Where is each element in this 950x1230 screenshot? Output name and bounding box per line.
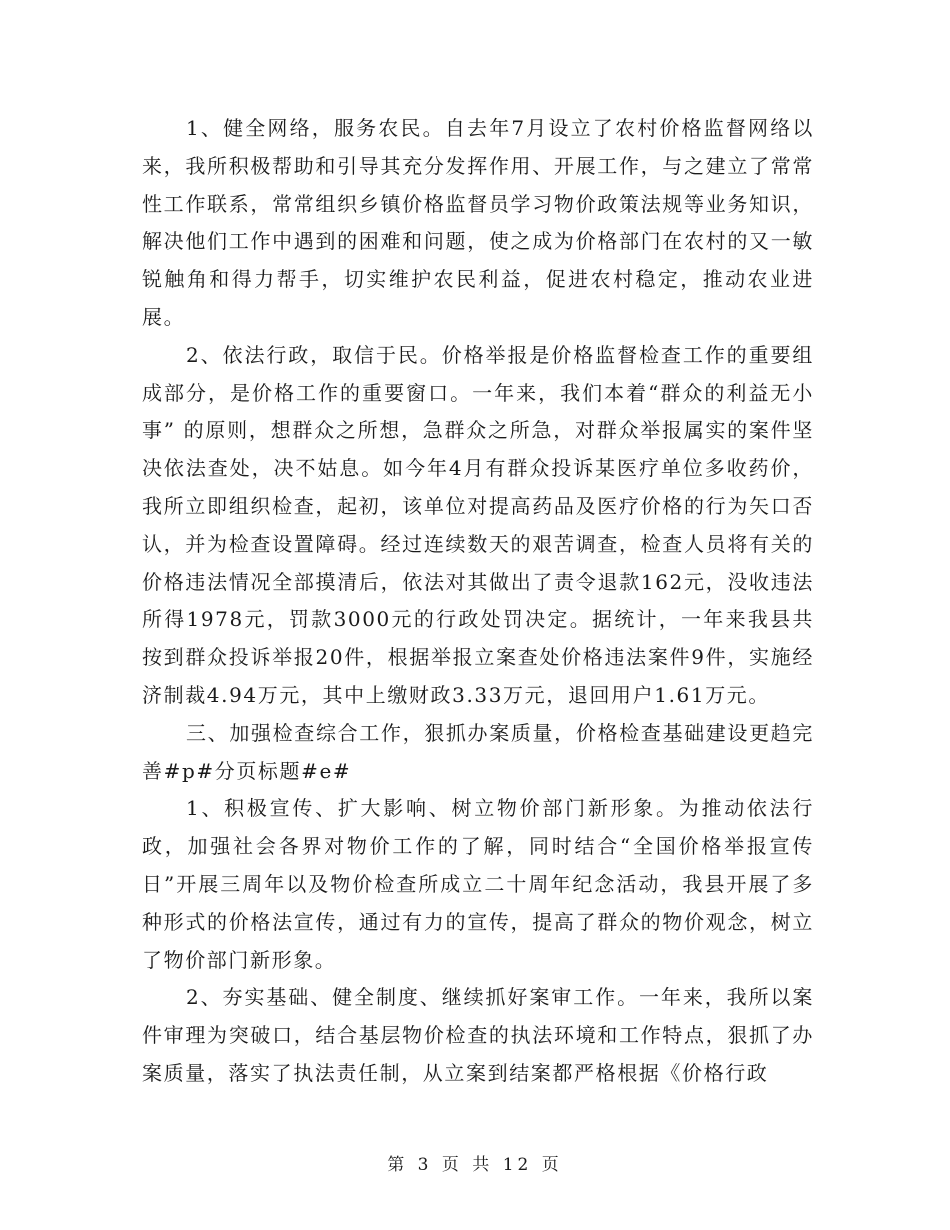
document-body bbox=[142, 110, 814, 1093]
paragraph-publicity: 1、积极宣传、扩大影响、树立物价部门新形象。为推动依法行政，加强社会各界对物价工作的了解，同时结合“全国价格举报宣传日”开展三周年以及物价检查所成立二十周年纪念活动，我县开展了多种形式的价格法宣传，通过有力的宣传，提高了群众的物价观念，树立了物价部门新形象。 bbox=[142, 796, 814, 972]
paragraph-network-service: 1、健全网络，服务农民。自去年7月设立了农村价格监督网络以来，我所积极帮助和引导其充分发挥作用、开展工作，与之建立了常常性工作联系，常常组织乡镇价格监督员学习物价政策法规等业务知识，解决他们工作中遇到的困难和问题，使之成为价格部门在农村的又一敏锐触角和得力帮手，切实维护农民利益，促进农村稳定，推动农业进展。 bbox=[142, 116, 814, 329]
paragraph-case-review: 2、夯实基础、健全制度、继续抓好案审工作。一年来，我所以案件审理为突破口，结合基层物价检查的执法环境和工作特点，狠抓了办案质量，落实了执法责任制，从立案到结案都严格根据《价格行政 bbox=[142, 985, 814, 1085]
paragraph-law-enforcement: 2、依法行政，取信于民。价格举报是价格监督检查工作的重要组成部分，是价格工作的重要窗口。一年来，我们本着“群众的利益无小事” 的原则，想群众之所想，急群众之所急，对群众举报属实的案件坚决依法查处，决不姑息。如今年4月有群众投诉某医疗单位多收药价，我所立即组织检查，起初，该单位对提高药品及医疗价格的行为矢口否认，并为检查设置障碍。经过连续数天的艰苦调查，检查人员将有关的价格违法情况全部摸清后，依法对其做出了责令退款162元，没收违法所得1978元，罚款3000元的行政处罚决定。据统计，一年来我县共按到群众投诉举报20件，根据举报立案查处价格违法案件9件，实施经济制裁4.94万元，其中上缴财政3.33万元，退回用户1.61万元。 bbox=[142, 342, 814, 707]
page-number-footer: 第 3 页 共 12 页 bbox=[387, 1155, 563, 1175]
section-heading-three: 三、加强检查综合工作，狠抓办案质量，价格检查基础建设更趋完善#p#分页标题#e# bbox=[142, 720, 814, 783]
